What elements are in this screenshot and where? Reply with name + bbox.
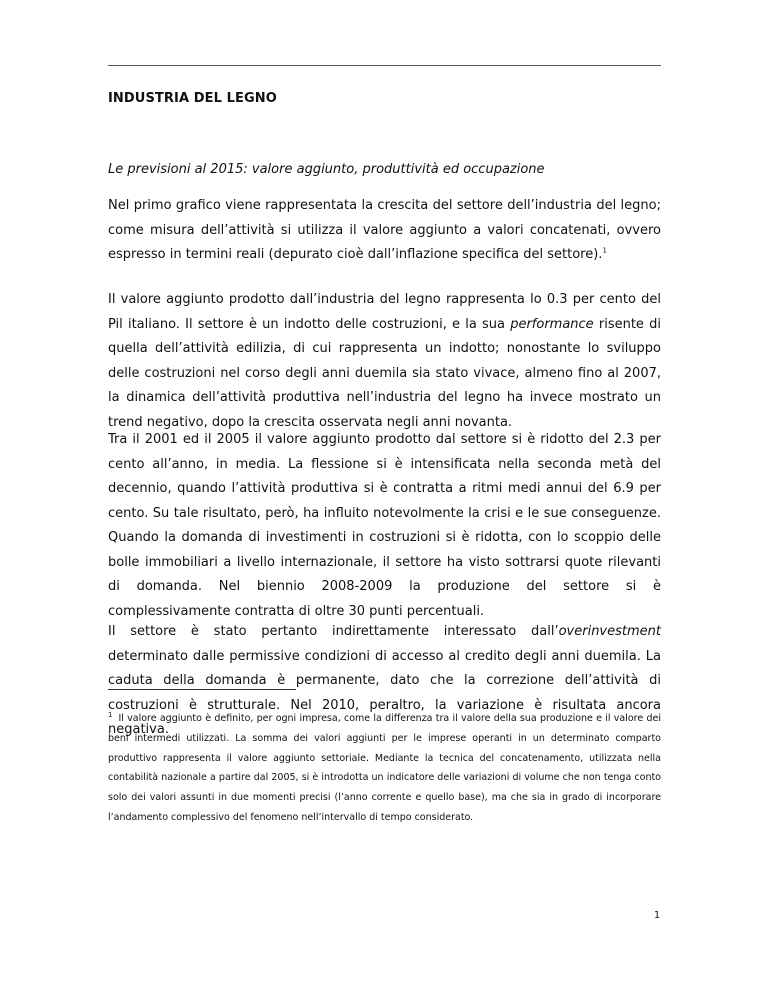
paragraph-4-emphasis: overinvestment	[558, 624, 661, 639]
paragraph-2-text-end: risente di quella dell’attività edilizia, di cui rappresenta un indotto; nonostante lo sviluppo delle costruzioni nel corso degli anni duemila sia stato vivace, almeno fino al 2007, la dinamica dell’attività produttiva nell’industria del legno ha invece mostrato un trend negativo, dopo la crescita osservata negli anni novanta.	[108, 316, 661, 430]
paragraph-1-text: Nel primo grafico viene rappresentata la crescita del settore dell’industria del legno; come misura dell’attività si utilizza il valore aggiunto a valori concatenati, ovvero espresso in termini reali (depurato cioè dall’inflazione specifica del settore).	[108, 198, 661, 262]
footnote-number: 1	[108, 710, 113, 719]
header-rule	[108, 65, 661, 66]
document-title: INDUSTRIA DEL LEGNO	[108, 91, 277, 106]
footnote-separator	[108, 689, 296, 690]
paragraph-2-emphasis: performance	[510, 316, 594, 332]
paragraph-4-text-end: determinato dalle permissive condizioni di accesso al credito degli anni duemila. La caduta della domanda è permanente, dato che la correzione dell’attività di costruzioni è strutturale. Nel 2010, peraltro, la variazione è risultata ancora negativa.	[108, 648, 661, 737]
footnote-text: Il valore aggiunto è definito, per ogni impresa, come la differenza tra il valore della sua produzione e il valore dei beni intermedi utilizzati. La somma dei valori aggiunti per le imprese operanti in un determinato comparto produttivo rappresenta il valore aggiunto settoriale. Mediante la tecnica del concatenamento, utilizzata nella contabilità nazionale a partire dal 2005, si è introdotta un indicatore delle variazioni di volume che non tenga conto solo dei valori assunti in due momenti precisi (l’anno corrente e quello base), ma che sia in grado di incorporare l’andamento complessivo del fenomeno nell’intervallo di tempo considerato.	[108, 713, 661, 823]
footnote	[108, 709, 661, 828]
footnote-reference[interactable]: 1	[602, 246, 607, 255]
page-number: 1	[653, 910, 660, 921]
paragraph-2	[108, 288, 661, 435]
document-subtitle: Le previsioni al 2015: valore aggiunto, produttività ed occupazione	[108, 162, 545, 177]
paragraph-1	[108, 194, 661, 268]
paragraph-2-text-start: Il valore aggiunto prodotto dall’industria del legno rappresenta lo 0.3 per cento del Pil italiano. Il settore è un indotto delle costruzioni, e la sua	[108, 292, 661, 332]
paragraph-3: Tra il 2001 ed il 2005 il valore aggiunto prodotto dal settore si è ridotto del 2.3 per cento all’anno, in media. La flessione si è intensificata nella seconda metà del decennio, quando l’attività produttiva si è contratta a ritmi medi annui del 6.9 per cento. Su tale risultato, però, ha influito notevolmente la crisi e le sue conseguenze. Quando la domanda di investimenti in costruzioni si è ridotta, con lo scoppio delle bolle immobiliari a livello internazionale, il settore ha visto sottrarsi quote rilevanti di domanda. Nel biennio 2008-2009 la produzione del settore si è complessivamente contratta di oltre 30 punti percentuali.	[108, 432, 661, 619]
paragraph-4-text-start: Il settore è stato pertanto indirettamente interessato dall’	[108, 624, 559, 639]
